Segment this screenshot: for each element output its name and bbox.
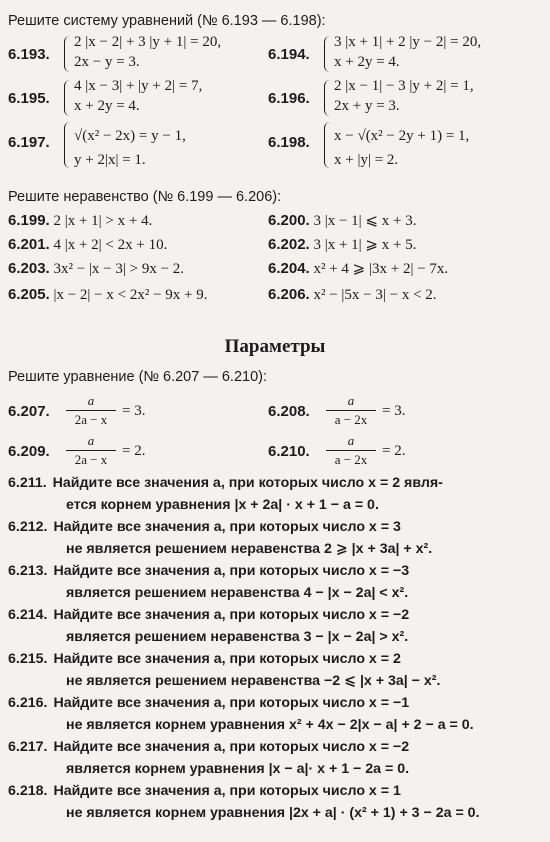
problem-number: 6.193.: [8, 46, 50, 63]
inequality-expression: 2 |x + 1| > x + 4.: [53, 213, 153, 229]
problem-text-line-1: Найдите все значения a, при которых число x = 2 явля-: [52, 475, 443, 491]
problem-text-line-1: Найдите все значения a, при которых число x = −2: [53, 739, 410, 755]
problem-text-line-1: Найдите все значения a, при которых число x = −1: [53, 695, 410, 711]
system-line-1: 2 |x − 2| + 3 |y + 1| = 20,: [74, 34, 222, 50]
problem-text-line-1: Найдите все значения a, при которых число x = 2: [53, 651, 401, 667]
problem-number: 6.204.: [268, 260, 310, 277]
systems-intro: Решите систему уравнений (№ 6.193 — 6.198):: [8, 13, 326, 29]
problem-number: 6.200.: [268, 212, 310, 229]
problem-number: 6.197.: [8, 134, 50, 151]
problem-number: 6.201.: [8, 236, 50, 253]
problem-number: 6.198.: [268, 134, 310, 151]
problem-number: 6.203.: [8, 260, 50, 277]
problem-text-line-2: является решением неравенства 4 − |x − 2a| < x².: [66, 585, 409, 601]
inequality-6-203: [8, 260, 184, 278]
problem-number: 6.206.: [268, 286, 310, 303]
equations-intro: Решите уравнение (№ 6.207 — 6.210):: [8, 369, 267, 385]
system-line-2: 2x − y = 3.: [74, 54, 140, 70]
problem-number: 6.217.: [8, 739, 48, 755]
problem-text-line-2: не является корнем уравнения x² + 4x − 2|x − a| + 2 − a = 0.: [66, 717, 474, 733]
inequality-expression: 3 |x − 1| ⩽ x + 3.: [313, 213, 417, 229]
inequality-6-199: [8, 212, 152, 230]
problem-text-line-2: является корнем уравнения |x − a|· x + 1 − 2a = 0.: [66, 761, 410, 777]
system-line-2: 2x + y = 3.: [334, 98, 400, 114]
system-brace: [64, 80, 71, 116]
inequality-6-200: [268, 212, 416, 230]
problem-6-212: [8, 516, 432, 560]
system-line-2: x + |y| = 2.: [334, 152, 399, 168]
system-line-1: 3 |x + 1| + 2 |y − 2| = 20,: [334, 34, 482, 50]
system-line-1: 2 |x − 1| − 3 |y + 2| = 1,: [334, 78, 474, 94]
problem-number: 6.208.: [268, 403, 310, 420]
problem-6-217: [8, 736, 409, 780]
system-line-1: √(x² − 2x) = y − 1,: [74, 128, 186, 144]
problem-text-line-1: Найдите все значения a, при которых число x = −3: [53, 563, 410, 579]
problem-6-213: [8, 560, 409, 604]
fraction: [66, 433, 116, 468]
system-brace: [324, 80, 331, 116]
system-line-2: y + 2|x| = 1.: [74, 152, 146, 168]
problem-number: 6.215.: [8, 651, 48, 667]
problem-text-line-1: Найдите все значения a, при которых число x = 1: [53, 783, 401, 799]
section-heading: Параметры: [224, 336, 326, 357]
fraction: [66, 393, 116, 428]
numerator: a: [87, 433, 95, 448]
numerator: a: [347, 433, 355, 448]
equation-rhs: = 3.: [382, 403, 406, 419]
problem-number: 6.207.: [8, 403, 50, 420]
problem-number: 6.214.: [8, 607, 48, 623]
problem-text-line-1: Найдите все значения a, при которых число x = −2: [53, 607, 410, 623]
problem-number: 6.194.: [268, 46, 310, 63]
problem-number: 6.195.: [8, 90, 50, 107]
fraction: [326, 433, 376, 468]
system-brace: [64, 36, 71, 72]
problem-text-line-2: является решением неравенства 3 − |x − 2a| > x².: [66, 629, 409, 645]
inequality-expression: 3x² − |x − 3| > 9x − 2.: [53, 261, 185, 277]
problem-text-line-1: Найдите все значения a, при которых число x = 3: [53, 519, 401, 535]
numerator: a: [87, 393, 95, 408]
inequality-6-201: [8, 236, 167, 254]
inequality-expression: 3 |x + 1| ⩾ x + 5.: [313, 237, 417, 253]
system-brace: [64, 122, 71, 168]
problem-number: 6.216.: [8, 695, 48, 711]
problem-number: 6.196.: [268, 90, 310, 107]
problem-number: 6.199.: [8, 212, 50, 229]
problem-number: 6.205.: [8, 286, 50, 303]
problem-6-211: [8, 472, 443, 516]
denominator: 2a − x: [74, 412, 108, 427]
problem-number: 6.213.: [8, 563, 48, 579]
equation-rhs: = 2.: [382, 443, 406, 459]
problem-text-line-2: не является корнем уравнения |2x + a| · (x² + 1) + 3 − 2a = 0.: [66, 805, 480, 821]
problem-number: 6.212.: [8, 519, 48, 535]
problem-6-218: [8, 780, 480, 824]
problem-number: 6.209.: [8, 443, 50, 460]
system-line-2: x + 2y = 4.: [74, 98, 140, 114]
problem-text-line-2: ется корнем уравнения |x + 2a| · x + 1 − a = 0.: [66, 497, 379, 513]
inequality-expression: |x − 2| − x < 2x² − 9x + 9.: [53, 287, 208, 303]
inequality-6-204: [268, 260, 448, 278]
equation-rhs: = 3.: [122, 403, 146, 419]
problem-text-line-2: не является решением неравенства 2 ⩾ |x + 3a| + x².: [66, 541, 433, 557]
inequality-6-202: [268, 236, 416, 254]
inequality-6-206: [268, 286, 437, 304]
fraction: [326, 393, 376, 428]
problem-text-line-2: не является решением неравенства −2 ⩽ |x + 3a| − x².: [66, 673, 441, 689]
system-brace: [324, 36, 331, 72]
problem-6-214: [8, 604, 409, 648]
denominator: a − 2x: [334, 452, 368, 467]
problem-6-216: [8, 692, 474, 736]
problem-number: 6.211.: [8, 475, 47, 491]
fraction-bar: [326, 410, 376, 411]
problem-number: 6.210.: [268, 443, 310, 460]
numerator: a: [347, 393, 355, 408]
problem-number: 6.218.: [8, 783, 48, 799]
fraction-bar: [66, 450, 116, 451]
denominator: 2a − x: [74, 452, 108, 467]
fraction-bar: [326, 450, 376, 451]
problem-6-215: [8, 648, 440, 692]
system-line-1: x − √(x² − 2y + 1) = 1,: [334, 128, 470, 144]
problem-number: 6.202.: [268, 236, 310, 253]
system-brace: [324, 122, 331, 168]
inequalities-intro: Решите неравенство (№ 6.199 — 6.206):: [8, 189, 282, 205]
inequality-expression: x² + 4 ⩾ |3x + 2| − 7x.: [313, 261, 449, 277]
inequality-6-205: [8, 286, 208, 304]
denominator: a − 2x: [334, 412, 368, 427]
system-line-2: x + 2y = 4.: [334, 54, 400, 70]
equation-rhs: = 2.: [122, 443, 146, 459]
system-line-1: 4 |x − 3| + |y + 2| = 7,: [74, 78, 203, 94]
inequality-expression: x² − |5x − 3| − x < 2.: [313, 287, 437, 303]
fraction-bar: [66, 410, 116, 411]
inequality-expression: 4 |x + 2| < 2x + 10.: [53, 237, 168, 253]
